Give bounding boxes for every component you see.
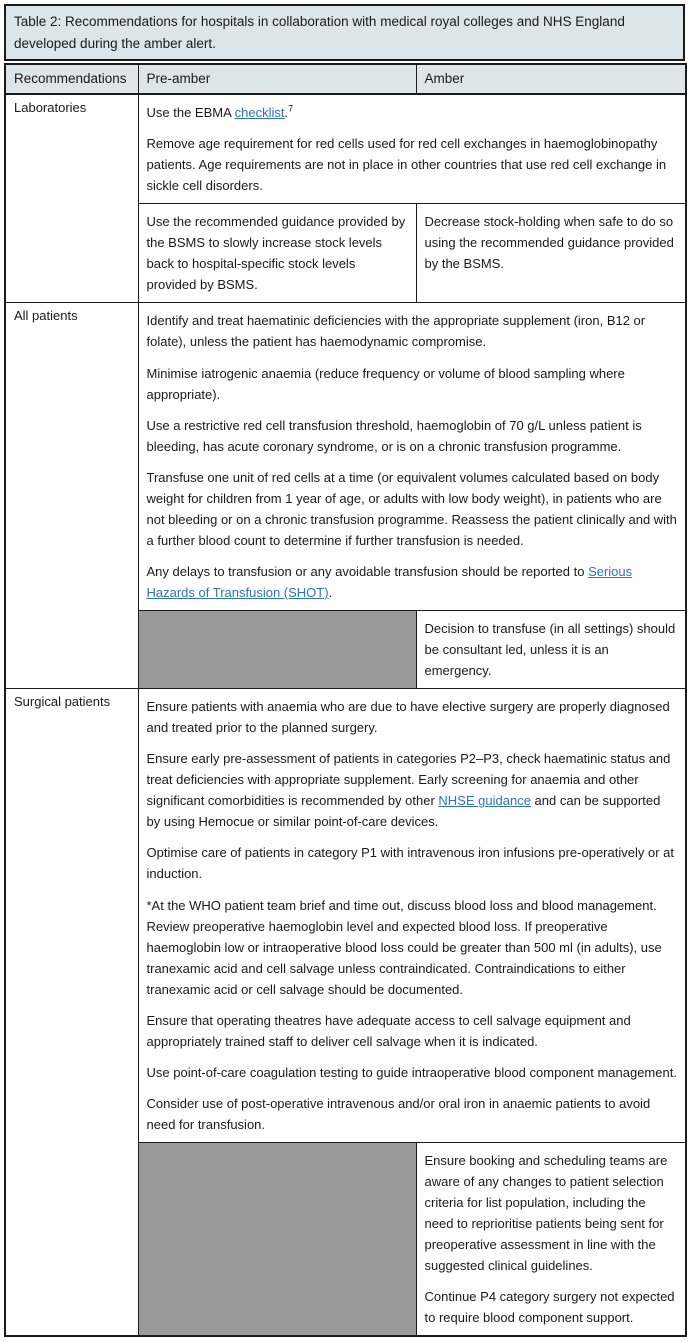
text-run: Decrease stock-holding when safe to do so using the recommended guidance provided by the BSMS.: [424, 214, 674, 272]
amber-cell-all-patients: [416, 610, 686, 688]
text-run: Use point-of-care coagulation testing to guide intraoperative blood component management.: [146, 1064, 677, 1080]
text-run: Ensure booking and scheduling teams are aware of any changes to patient selection criteria for list population, including the need to reprioritise patients being sent for preoperative assessment in line with the suggested clinical guidelines.: [424, 1152, 668, 1274]
paragraph: [425, 211, 678, 274]
paragraph: [147, 467, 678, 551]
text-run: Use the recommended guidance provided by the BSMS to slowly increase stock levels back to hospital-specific stock levels provided by BSMS.: [146, 214, 406, 293]
row-label-all-patients: All patients: [5, 303, 138, 689]
footnote-ref: 7: [288, 103, 294, 114]
shared-cell-laboratories: [138, 94, 686, 204]
text-run: Decision to transfuse (in all settings) should be consultant led, unless it is an emergency.: [424, 620, 676, 679]
recommendations-table: [4, 63, 687, 1337]
paragraph: [425, 1150, 678, 1276]
shot-link[interactable]: Serious Hazards of Transfusion (SHOT): [146, 563, 633, 600]
text-run: .: [328, 584, 333, 600]
nhse-guidance-link[interactable]: NHSE guidance: [438, 793, 531, 809]
text-run: Minimise iatrogenic anaemia (reduce frequency or volume of blood sampling where appropriate).: [146, 365, 625, 402]
text-run: Remove age requirement for red cells used for red cell exchanges in haemoglobinopathy patients. Age requirements are not in place in other countries that use red cell exchange in sickle cell disorders.: [146, 136, 667, 194]
section-row-surgical-patients: [5, 689, 686, 1143]
paragraph: [147, 1010, 678, 1052]
shared-cell-all-patients: [138, 303, 686, 611]
text-run: Continue P4 category surgery not expected to require blood component support.: [424, 1289, 675, 1326]
amber-cell-surgical-patients: [416, 1142, 686, 1336]
text-run: Ensure patients with anaemia who are due to have elective surgery are properly diagnosed and treated prior to the planned surgery.: [146, 699, 670, 736]
text-run: Ensure that operating theatres have adequate access to cell salvage equipment and appropriately trained staff to deliver cell salvage when it is indicated.: [146, 1012, 631, 1049]
header-row: [5, 64, 686, 94]
col-header-amber: Amber: [416, 64, 686, 94]
text-run: Identify and treat haematinic deficiencies with the appropriate supplement (iron, B12 or folate), unless the patient has haemodynamic compromise.: [146, 313, 646, 350]
empty-pre-amber-cell-surgical-patients: [138, 1142, 416, 1336]
text-run: Use a restrictive red cell transfusion threshold, haemoglobin of 70 g/L unless patient is bleeding, has acute coronary syndrome, or is on a chronic transfusion programme.: [146, 417, 642, 454]
paragraph: [147, 895, 678, 1000]
paragraph: [147, 1093, 678, 1135]
text-run: Transfuse one unit of red cells at a time (or equivalent volumes calculated based on body weight for children from 1 year of age, or adults with low body weight), in patients who are not bleeding or on a chronic transfusion programme. Reassess the patient clinically and with a further blood count to determine if further transfusion is needed.: [146, 469, 677, 548]
table-title: Table 2: Recommendations for hospitals in collaboration with medical royal colleges and NHS England developed during the amber alert.: [4, 4, 685, 61]
paragraph: [147, 211, 408, 295]
text-run: .: [284, 105, 289, 121]
paragraph: [147, 748, 678, 832]
paragraph: [147, 363, 678, 405]
paragraph: [147, 310, 678, 352]
row-label-surgical-patients: Surgical patients: [5, 689, 138, 1337]
text-run: Optimise care of patients in category P1 with intravenous iron infusions pre-operatively or at induction.: [146, 845, 674, 882]
text-run: Consider use of post-operative intravenous and/or oral iron in anaemic patients to avoid need for transfusion.: [146, 1095, 651, 1132]
paragraph: [147, 102, 678, 123]
text-run: Use the EBMA: [146, 105, 235, 121]
paragraph: [425, 1286, 678, 1328]
text-run: and can be supported by using Hemocue or similar point-of-care devices.: [146, 793, 661, 830]
table-body: [5, 94, 686, 1336]
text-run: Ensure early pre-assessment of patients in categories P2–P3, check haematinic status and treat deficiencies with appropriate supplement. Early screening for anaemia and other significant comorbidities is recommended by other: [146, 751, 671, 809]
paragraph: [147, 561, 678, 603]
paragraph: [147, 696, 678, 738]
paragraph: [147, 842, 678, 884]
row-label-laboratories: Laboratories: [5, 94, 138, 303]
amber-cell-laboratories: [416, 204, 686, 303]
col-header-pre-amber: Pre-amber: [138, 64, 416, 94]
pre-amber-cell-laboratories: [138, 204, 416, 303]
empty-pre-amber-cell-all-patients: [138, 610, 416, 688]
paragraph: [147, 415, 678, 457]
shared-cell-surgical-patients: [138, 689, 686, 1143]
section-row-all-patients: [5, 303, 686, 611]
ebma-checklist-link[interactable]: checklist: [234, 105, 285, 121]
section-row-laboratories: [5, 94, 686, 204]
col-header-recommendations: Recommendations: [5, 64, 138, 94]
text-run: *At the WHO patient team brief and time out, discuss blood loss and blood management. Review preoperative haemoglobin level and expected blood loss. If preoperative haemoglobin low or intraoperative blood loss could be greater than 500 ml (in adults), use tranexamic acid and cell salvage unless contraindicated. Contraindications to either tranexamic acid or cell salvage should be documented.: [146, 897, 662, 997]
paragraph: [147, 133, 678, 196]
text-run: Any delays to transfusion or any avoidable transfusion should be reported to: [146, 563, 589, 579]
paragraph: [147, 1062, 678, 1083]
paragraph: [425, 618, 678, 681]
